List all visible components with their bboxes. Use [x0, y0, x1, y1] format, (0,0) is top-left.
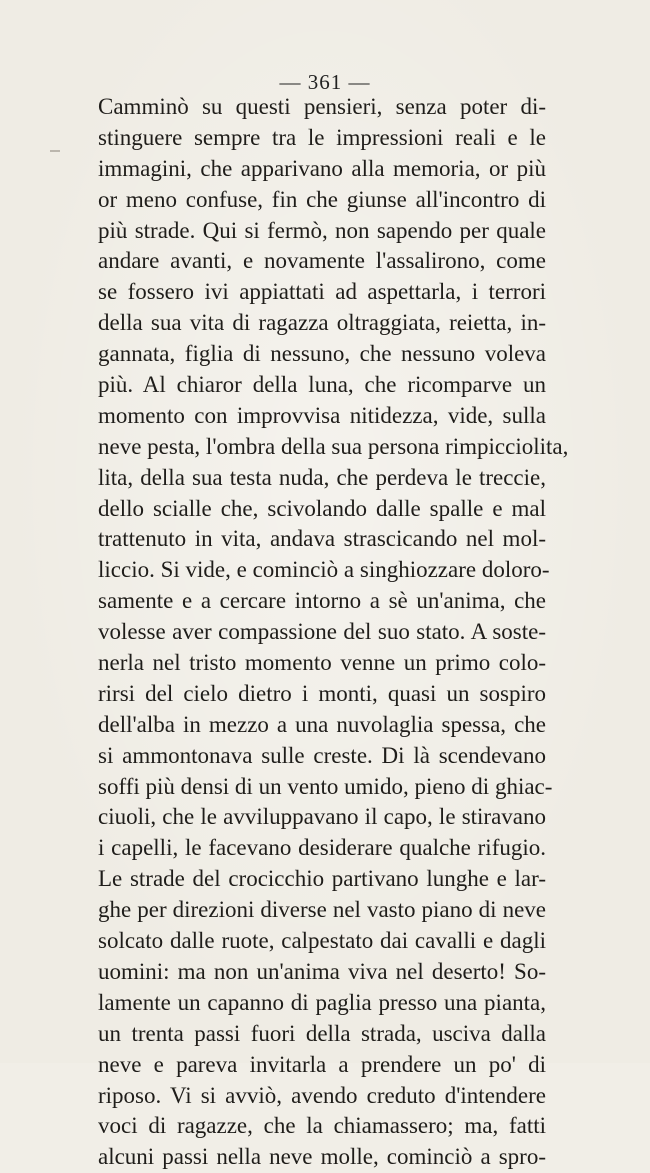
text-line: or meno confuse, fin che giunse all'incontro di — [98, 186, 546, 212]
text-line: ciuoli, che le avviluppavano il capo, le stiravano — [98, 804, 546, 830]
text-line: gannata, figlia di nessuno, che nessuno voleva — [98, 341, 546, 367]
text-line: liccio. Si vide, e cominciò a singhiozzare doloro- — [98, 557, 550, 583]
text-line: samente e a cercare intorno a sè un'anima, che — [98, 588, 546, 614]
text-line: soffi più densi di un vento umido, pieno di ghiac- — [98, 773, 553, 799]
text-line: lamente un capanno di paglia presso una pianta, — [98, 989, 546, 1015]
text-line: i capelli, le facevano desiderare qualche rifugio. — [98, 835, 546, 861]
text-line: solcato dalle ruote, calpestato dai cavalli e dagli — [98, 928, 546, 954]
text-line: dello scialle che, scivolando dalle spalle e mal — [98, 495, 546, 521]
text-line: stinguere sempre tra le impressioni reali e le — [98, 124, 546, 150]
text-line: neve pesta, l'ombra della sua persona rimpicciolita, — [98, 433, 569, 459]
text-line: momento con improvvisa nitidezza, vide, sulla — [98, 402, 546, 428]
text-line: neve e pareva invitarla a prendere un po' di — [98, 1051, 546, 1077]
text-line: ghe per direzioni diverse nel vasto piano di neve — [98, 897, 546, 923]
text-line: voci di ragazze, che la chiamassero; ma, fatti — [98, 1113, 546, 1139]
text-line: della sua vita di ragazza oltraggiata, reietta, in- — [98, 310, 546, 336]
text-line: trattenuto in vita, andava strascicando nel mol- — [98, 526, 546, 552]
text-line: alcuni passi nella neve molle, cominciò a spro- — [98, 1144, 546, 1170]
text-line: immagini, che apparivano alla memoria, or più — [98, 155, 546, 181]
text-line: uomini: ma non un'anima viva nel deserto! So- — [98, 958, 546, 984]
text-line: dell'alba in mezzo a una nuvolaglia spessa, che — [98, 711, 546, 737]
text-line: volesse aver compassione del suo stato. A soste- — [98, 619, 546, 645]
text-line: un trenta passi fuori della strada, usciva dalla — [98, 1020, 546, 1046]
text-line: lita, della sua testa nuda, che perdeva le treccie, — [98, 464, 546, 490]
text-line: riposo. Vi si avviò, avendo creduto d'intendere — [98, 1082, 546, 1108]
text-line: nerla nel tristo momento venne un primo colo- — [98, 650, 546, 676]
text-line: si ammontonava sulle creste. Di là scendevano — [98, 742, 546, 768]
page-number: — 361 — — [279, 70, 371, 94]
body-text — [98, 92, 569, 1173]
margin-mark — [50, 150, 60, 152]
text-line: Le strade del crocicchio partivano lunghe e lar- — [98, 866, 546, 892]
text-line: Camminò su questi pensieri, senza poter di- — [98, 94, 546, 119]
text-line: andare avanti, e novamente l'assalirono, come — [98, 248, 546, 274]
text-line: più. Al chiaror della luna, che ricomparve un — [98, 372, 546, 398]
text-line: rirsi del cielo dietro i monti, quasi un sospiro — [98, 680, 546, 706]
text-line: più strade. Qui si fermò, non sapendo per quale — [98, 217, 546, 243]
text-line: se fossero ivi appiattati ad aspettarla, i terrori — [98, 279, 546, 305]
